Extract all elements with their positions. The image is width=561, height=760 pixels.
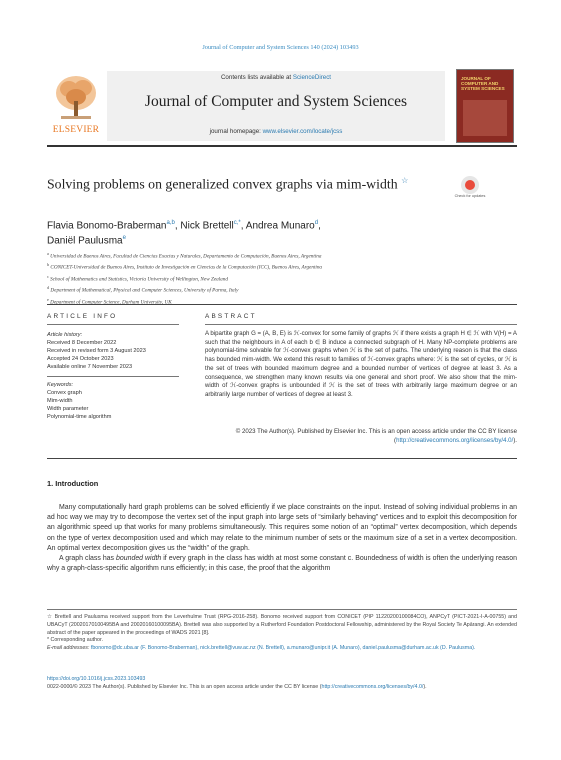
affiliation-text: School of Mathematics and Statistics, Victoria University of Wellington, New Zealand <box>50 276 228 283</box>
affiliation-item <box>47 296 507 307</box>
corresponding-author-note: * Corresponding author. <box>47 637 103 644</box>
history-item: Received 8 December 2022 <box>47 340 117 347</box>
keywords <box>47 381 187 421</box>
affiliation-item <box>47 284 507 295</box>
affiliation-text: Department of Computer Science, Durham University, UK <box>50 299 172 306</box>
copyright-text: © 2023 The Author(s). Published by Elsevier Inc. This is an open access article under the CC BY license ( <box>235 428 517 444</box>
issn-end: ). <box>423 683 427 690</box>
footnote-rule <box>47 609 517 610</box>
affiliation-item <box>47 261 507 272</box>
affiliation-mark: e <box>47 296 49 302</box>
keywords-label: Keywords: <box>47 382 74 388</box>
affiliation-mark: d <box>47 285 50 291</box>
funding-footnote: ☆ Brettell and Paulusma received support from the Leverhulme Trust (RPG-2016-258). Bonomo received support from CONICET (PIP 11220200100084CO), ANPCyT (PICT-2021-I-A-00755) and UBACyT (20020170100495BA and 20020160100095BA). Brettell was also supported by a Rutherford Foundation Postdoctoral Fellowship, administered by the Royal Society Te Apārangi. An extended abstract of the paper appeared in the proceedings of WADS 2021 [8]. <box>47 614 517 636</box>
affiliation-mark: a <box>47 251 49 256</box>
article-info-rule <box>47 324 179 325</box>
issn-text: 0022-0000/© 2023 The Author(s). Published by Elsevier Inc. This is an open access article under the CC BY license ( <box>47 683 322 690</box>
affiliation-item <box>47 273 507 284</box>
affiliation-text: Department of Mathematical, Physical and Computer Sciences, University of Parma, Italy <box>50 288 239 295</box>
abstract-rule <box>205 324 517 325</box>
author-affiliation-mark[interactable]: a,b <box>166 220 175 226</box>
abstract-heading: ABSTRACT <box>205 313 257 320</box>
paragraph-text: if every graph in the class has width at most some constant c. Boundedness of width is often the underlying reason why a graph-class-specific algorithm runs efficiently; in this case, the proof that the algorithm <box>47 555 517 573</box>
contents-prefix: Contents lists available at <box>220 74 293 81</box>
email-label: E-mail addresses: <box>47 645 91 652</box>
header-rule <box>47 145 517 147</box>
paragraph-text: A graph class has <box>59 555 117 563</box>
paragraph: Many computationally hard graph problems can be solved efficiently if we place constraints on the input. Instead of solving individual problems in an ad hoc way we may try to decompose the vertex set of the input graph into large sets of “similarly behaving” vertices and to exploit this decomposition for an algorithmic speed up that works for many problems simultaneously. This requires some notion of an “optimal” vertex decomposition, which depends on the type of vertex decomposition used and which may relate to the minimum number of sets or the maximum size of a set in a vertex decomposition. An optimal vertex decomposition gives us the “width” of the graph. <box>47 504 517 552</box>
paper-title <box>47 172 457 193</box>
author-name[interactable]: Flavia Bonomo-Braberman <box>47 220 167 232</box>
bottom-matter <box>47 676 517 692</box>
check-for-updates-badge[interactable] <box>454 176 486 204</box>
sciencedirect-link[interactable]: ScienceDirect <box>292 74 332 81</box>
elsevier-logo[interactable] <box>47 71 105 141</box>
author-list: Flavia Bonomo-Braberman$^{a,b}$, Nick Brettell$^{c,*}$, Andrea Munaro$^d$, Daniël Paulusma$^e$ <box>47 220 321 247</box>
author-name[interactable]: Andrea Munaro <box>245 220 315 232</box>
keyword: Mim-width <box>47 398 73 405</box>
copyright-end: ). <box>513 436 517 444</box>
cover-title: JOURNAL OF COMPUTER AND SYSTEM SCIENCES <box>461 76 505 92</box>
affiliation-text: CONICET-Universidad de Buenos Aires, Instituto de Investigación en Ciencias de la Computación (ICC), Buenos Aires, Argentina <box>50 265 323 272</box>
paper-title-text: Solving problems on generalized convex graphs via mim-width <box>47 176 398 192</box>
keyword: Convex graph <box>47 390 82 397</box>
contents-line <box>107 74 445 81</box>
elsevier-tree-icon <box>47 71 105 125</box>
journal-header <box>47 71 517 141</box>
keywords-rule <box>47 376 179 377</box>
homepage-prefix: journal homepage: <box>209 128 263 135</box>
homepage-line <box>107 128 445 135</box>
cover-image <box>463 100 507 136</box>
license-link[interactable]: http://creativecommons.org/licenses/by/4.0/ <box>396 436 514 444</box>
journal-cover-thumbnail[interactable] <box>456 69 514 143</box>
history-item: Available online 7 November 2023 <box>47 364 133 371</box>
footnotes <box>47 614 517 653</box>
email-links[interactable]: fbonomo@dc.uba.ar (F. Bonomo-Braberman), nick.brettell@vuw.ac.nz (N. Brettell), a.munaro@unipr.it (A. Munaro), daniel.paulusma@durham.ac.uk (D. Paulusma). <box>90 645 476 652</box>
email-addresses <box>47 645 517 653</box>
author-affiliation-mark[interactable]: c,* <box>233 220 241 226</box>
homepage-link[interactable]: www.elsevier.com/locate/jcss <box>262 128 343 135</box>
license-link[interactable]: http://creativecommons.org/licenses/by/4.0/ <box>321 683 424 690</box>
journal-title[interactable]: Journal of Computer and System Sciences <box>144 93 408 110</box>
body-text <box>47 503 517 574</box>
keyword: Width parameter <box>47 406 89 413</box>
author-name[interactable]: Daniël Paulusma <box>47 235 123 247</box>
author-affiliation-mark[interactable]: d <box>314 220 319 226</box>
author-affiliation-mark[interactable]: e <box>122 235 126 242</box>
history-item: Accepted 24 October 2023 <box>47 356 114 363</box>
affiliation-text: Universidad de Buenos Aires, Facultad de Ciencias Exactas y Naturales, Departamento de Computación, Buenos Aires, Argentina <box>50 253 322 260</box>
journal-reference-link[interactable]: Journal of Computer and System Sciences 140 (2024) 103493 <box>202 44 359 51</box>
keyword: Polynomial-time algorithm <box>47 414 112 421</box>
issn-line <box>47 684 517 692</box>
affiliations <box>47 250 507 307</box>
check-updates-label: Check for updates <box>454 194 486 198</box>
doi-link[interactable]: https://doi.org/10.1016/j.jcss.2023.103493 <box>47 676 146 682</box>
author-name[interactable]: Nick Brettell <box>180 220 234 232</box>
section-rule <box>47 458 517 459</box>
article-info-heading: ARTICLE INFO <box>47 313 118 320</box>
section-rule <box>47 304 517 305</box>
section-heading: 1. Introduction <box>47 479 99 488</box>
history-item: Received in revised form 3 August 2023 <box>47 348 146 355</box>
elsevier-wordmark: ELSEVIER <box>52 125 100 135</box>
emphasis-text: bounded width <box>116 555 162 563</box>
affiliation-mark: c <box>47 273 49 279</box>
article-history <box>47 331 187 371</box>
paragraph <box>47 554 517 574</box>
abstract-text: A bipartite graph G = (A, B, E) is ℋ-convex for some family of graphs ℋ if there exists a graph H ∈ ℋ with V(H) = A such that the neighbours in A of each b ∈ B induce a connected subgraph of H. Many NP-complete problems are polynomial-time solvable for ℋ-convex graphs when ℋ is the set of paths. The underlying reason is that the class has bounded mim-width. We extend this result to families of ℋ-convex graphs where: ℋ is the set of cycles, or ℋ is the set of trees with bounded maximum degree and a bounded number of vertices of degree at least 3. As a consequence, we strengthen many known results via one general and short proof. We also show that the mim-width of ℋ-convex graphs is unbounded if ℋ is the set of trees with arbitrarily large maximum degree or an arbitrarily large number of vertices of degree at least 3. <box>205 330 517 399</box>
history-label: Article history: <box>47 332 83 338</box>
abstract-copyright <box>205 428 517 445</box>
affiliation-mark: b <box>47 262 50 268</box>
title-footnote-mark[interactable]: ☆ <box>401 176 409 185</box>
check-updates-dot <box>465 180 475 190</box>
affiliation-item <box>47 250 507 261</box>
